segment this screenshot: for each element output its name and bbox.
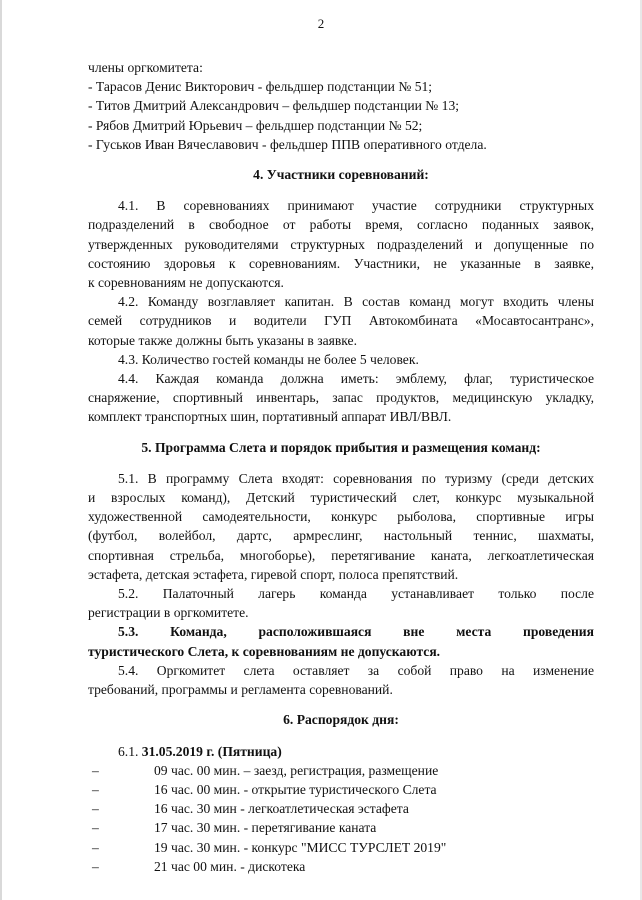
dash-bullet: – <box>92 781 99 797</box>
section-4-heading: 4. Участники соревнований: <box>253 167 429 183</box>
schedule-day-title <box>88 742 594 761</box>
schedule-item: – 21 час 00 мин. - дискотека <box>88 857 594 876</box>
schedule-item: – 17 час. 30 мин. - перетягивание каната <box>88 818 594 837</box>
dash-bullet: – <box>92 858 99 874</box>
committee-member: - Рябов Дмитрий Юрьевич – фельдшер подстанции № 52; <box>88 117 423 133</box>
schedule-item: – 16 час. 30 мин - легкоатлетическая эстафета <box>88 799 594 818</box>
schedule-day-prefix: 6.1. <box>118 743 139 759</box>
page-number: 2 <box>317 16 325 31</box>
committee-member: - Гуськов Иван Вячеславович - фельдшер ППВ оперативного отдела. <box>88 136 487 152</box>
section-4-paragraph-4: 4.4. Каждая команда должна иметь: эмблему, флаг, туристическое снаряжение, спортивный инвентарь, запас продуктов, медицинскую укладку, комплект транспортных шин, портативный аппарат ИВЛ/ВВЛ. <box>88 371 594 425</box>
committee-intro: члены оргкомитета: <box>88 60 203 75</box>
section-5-paragraph-1: 5.1. В программу Слета входят: соревнования по туризму (среди детских и взрослых команд), Детский туристический слет, конкурс музыкальной художественной самодеятельности, конкурс рыболова, спортивные игры (футбол, волейбол, дартс, армреслинг, настольный теннис, шахматы, спортивная стрельба, многоборье), перетягивание каната, легкоатлетическая эстафета, детская эстафета, гиревой спорт, полоса препятствий. <box>88 470 594 582</box>
section-5-paragraph-3: 5.3. Команда, расположившаяся вне места проведения туристического Слета, к соревнованиям не допускаются. <box>88 624 594 659</box>
schedule-item: – 16 час. 00 мин. - открытие туристического Слета <box>88 780 594 799</box>
section-5-paragraph-2: 5.2. Палаточный лагерь команда устанавливает только после регистрации в оргкомитете. <box>88 586 594 621</box>
section-4-paragraph-1: 4.1. В соревнованиях принимают участие сотрудники структурных подразделений в свободное от работы время, согласно поданных заявок, утвержденных руководителями структурных подразделений и допущенные по состоянию здоровья к соревнованиям. Участники, не указанные в заявке, к соревнованиям не допускаются. <box>88 198 594 291</box>
schedule-day-label: 31.05.2019 г. (Пятница) <box>141 743 282 759</box>
document-body <box>88 58 594 876</box>
section-4-paragraph-3: 4.3. Количество гостей команды не более 5 человек. <box>118 351 419 367</box>
schedule-list <box>88 761 594 876</box>
dash-bullet: – <box>92 762 99 778</box>
schedule-item: – 19 час. 30 мин. - конкурс "МИСС ТУРСЛЕТ 2019" <box>88 838 594 857</box>
committee-member: - Тарасов Денис Викторович - фельдшер подстанции № 51; <box>88 79 433 95</box>
dash-bullet: – <box>92 801 99 817</box>
committee-member: - Титов Дмитрий Александрович – фельдшер подстанции № 13; <box>88 98 460 114</box>
dash-bullet: – <box>92 820 99 836</box>
schedule-item: – 09 час. 00 мин. – заезд, регистрация, размещение <box>88 761 594 780</box>
section-5-heading: 5. Программа Слета и порядок прибытия и размещения команд: <box>141 439 541 455</box>
section-4-paragraph-2: 4.2. Команду возглавляет капитан. В состав команд могут входить члены семей сотрудников и водители ГУП Автокомбината «Мосавтосантранс», которые также должны быть указаны в заявке. <box>88 294 594 348</box>
dash-bullet: – <box>92 839 99 855</box>
section-5-paragraph-4: 5.4. Оргкомитет слета оставляет за собой право на изменение требований, программы и регламента соревнований. <box>88 662 594 698</box>
section-6-heading: 6. Распорядок дня: <box>283 712 399 728</box>
committee-block <box>88 58 594 154</box>
